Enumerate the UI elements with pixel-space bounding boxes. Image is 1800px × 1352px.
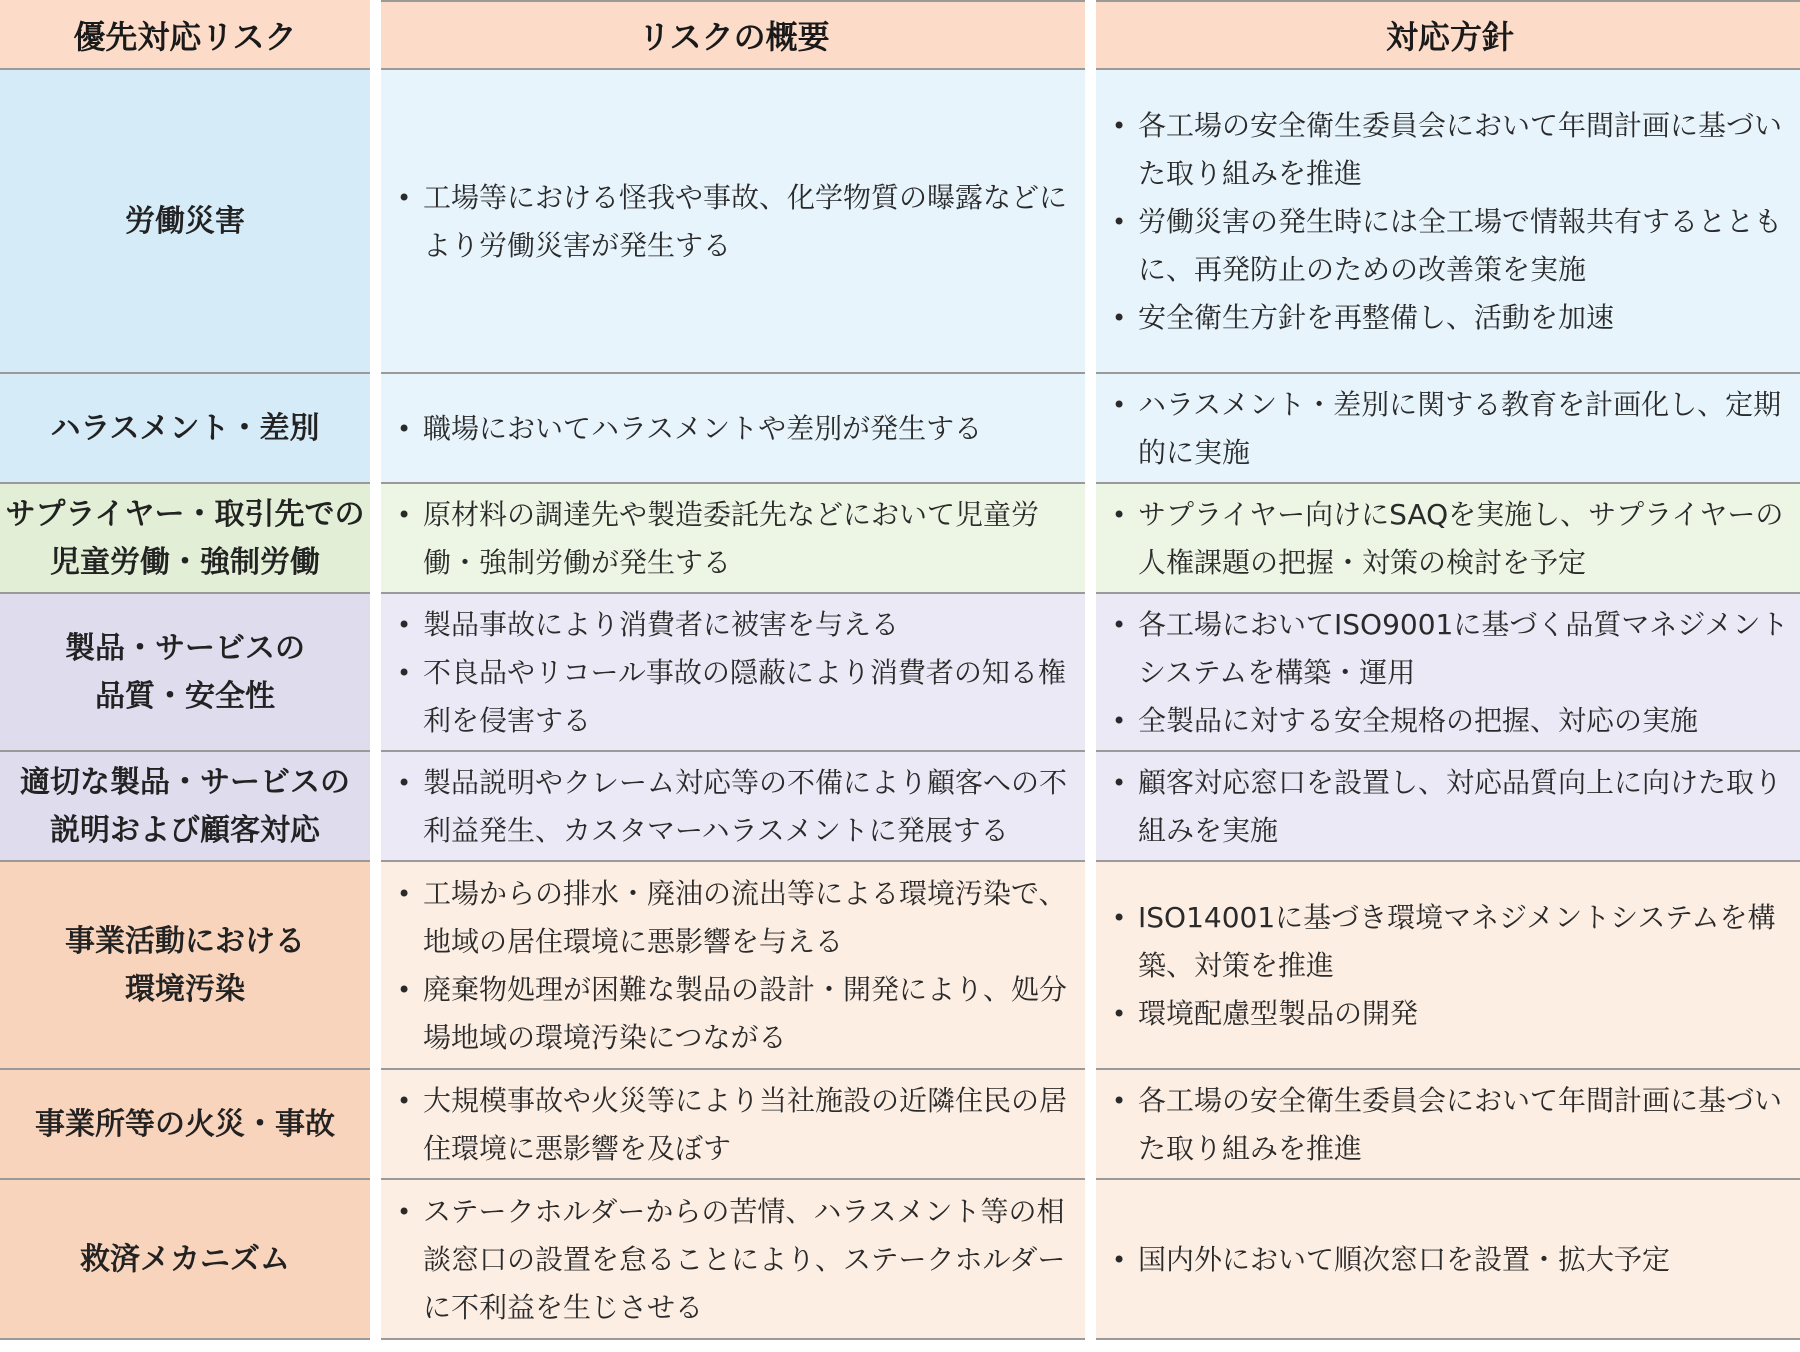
risk-policy-cell [1096, 374, 1800, 484]
list-item: • 各工場においてISO9001に基づく品質マネジメントシステムを構築・運用 [1108, 601, 1792, 697]
risk-policy-cell [1096, 1070, 1800, 1180]
bullet-icon: • [397, 880, 412, 908]
list-item: • 工場等における怪我や事故、化学物質の曝露などにより労働災害が発生する [393, 174, 1075, 270]
bullet-icon: • [1112, 1000, 1127, 1028]
overview-list [393, 1077, 1075, 1173]
overview-list [393, 759, 1075, 855]
risk-overview-cell [381, 484, 1085, 594]
bullet-icon: • [1112, 208, 1127, 236]
risk-label: 製品・サービスの 品質・安全性 [65, 631, 305, 714]
overview-list [393, 870, 1075, 1062]
bullet-icon: • [397, 415, 412, 443]
risk-label: ハラスメント・差別 [50, 411, 320, 446]
bullet-icon: • [1112, 769, 1127, 797]
list-item: • 製品説明やクレーム対応等の不備により顧客への不利益発生、カスタマーハラスメントに発展する [393, 759, 1075, 855]
policy-list [1108, 491, 1792, 587]
risk-overview-cell [381, 594, 1085, 752]
bullet-icon: • [397, 976, 412, 1004]
list-item: • 安全衛生方針を再整備し、活動を加速 [1108, 294, 1792, 342]
bullet-icon: • [397, 501, 412, 529]
list-item: • 全製品に対する安全規格の把握、対応の実施 [1108, 697, 1792, 745]
table-row [0, 1180, 1800, 1340]
bullet-icon: • [397, 659, 412, 687]
risk-label-cell [0, 484, 370, 594]
list-item: • 各工場の安全衛生委員会において年間計画に基づいた取り組みを推進 [1108, 1077, 1792, 1173]
risk-label-cell [0, 862, 370, 1070]
bullet-icon: • [1112, 1087, 1127, 1115]
table-row [0, 1070, 1800, 1180]
list-item: • ハラスメント・差別に関する教育を計画化し、定期的に実施 [1108, 381, 1792, 477]
list-item: • 不良品やリコール事故の隠蔽により消費者の知る権利を侵害する [393, 649, 1075, 745]
bullet-icon: • [1112, 611, 1127, 639]
list-item: • サプライヤー向けにSAQを実施し、サプライヤーの人権課題の把握・対策の検討を予定 [1108, 491, 1792, 587]
header-cell-priority-risk [0, 0, 370, 70]
bullet-icon: • [1112, 112, 1127, 140]
overview-list [393, 1188, 1075, 1332]
table-row [0, 484, 1800, 594]
risk-policy-cell [1096, 752, 1800, 862]
table-row [0, 594, 1800, 752]
risk-label-cell [0, 70, 370, 374]
risk-label: 救済メカニズム [80, 1242, 290, 1277]
risk-policy-cell [1096, 594, 1800, 752]
header-cell-overview [381, 0, 1085, 70]
risk-overview-cell [381, 862, 1085, 1070]
table-header [0, 0, 1800, 70]
table-row [0, 752, 1800, 862]
risk-label: 事業活動における 環境汚染 [65, 924, 305, 1007]
list-item: • 労働災害の発生時には全工場で情報共有するとともに、再発防止のための改善策を実施 [1108, 198, 1792, 294]
risk-overview-cell [381, 70, 1085, 374]
bullet-icon: • [397, 611, 412, 639]
list-item: • ISO14001に基づき環境マネジメントシステムを構築、対策を推進 [1108, 894, 1792, 990]
list-item: • 環境配慮型製品の開発 [1108, 990, 1792, 1038]
list-item: • ステークホルダーからの苦情、ハラスメント等の相談窓口の設置を怠ることにより、ステークホルダーに不利益を生じさせる [393, 1188, 1075, 1332]
table-row [0, 70, 1800, 374]
overview-list [393, 405, 1075, 453]
list-item: • 各工場の安全衛生委員会において年間計画に基づいた取り組みを推進 [1108, 102, 1792, 198]
bullet-icon: • [1112, 1246, 1127, 1274]
risk-overview-cell [381, 1070, 1085, 1180]
risk-label-cell [0, 1180, 370, 1340]
risk-label-cell [0, 374, 370, 484]
policy-list [1108, 1077, 1792, 1173]
risk-label: 労働災害 [125, 204, 245, 239]
list-item: • 廃棄物処理が困難な製品の設計・開発により、処分場地域の環境汚染につながる [393, 966, 1075, 1062]
risk-label-cell [0, 1070, 370, 1180]
risk-label: 適切な製品・サービスの 説明および顧客対応 [20, 765, 350, 848]
overview-list [393, 601, 1075, 745]
policy-list [1108, 1236, 1792, 1284]
header-text: リスクの概要 [638, 18, 830, 56]
policy-list [1108, 381, 1792, 477]
risk-overview-cell [381, 752, 1085, 862]
risk-label-cell [0, 752, 370, 862]
bullet-icon: • [1112, 904, 1127, 932]
overview-list [393, 491, 1075, 587]
risk-label-cell [0, 594, 370, 752]
list-item: • 工場からの排水・廃油の流出等による環境汚染で、地域の居住環境に悪影響を与える [393, 870, 1075, 966]
risk-overview-cell [381, 1180, 1085, 1340]
risk-policy-cell [1096, 70, 1800, 374]
bullet-icon: • [1112, 501, 1127, 529]
policy-list [1108, 601, 1792, 745]
risk-label: 事業所等の火災・事故 [35, 1107, 335, 1142]
list-item: • 大規模事故や火災等により当社施設の近隣住民の居住環境に悪影響を及ぼす [393, 1077, 1075, 1173]
header-text: 優先対応リスク [73, 18, 297, 56]
bullet-icon: • [397, 769, 412, 797]
bullet-icon: • [397, 1198, 412, 1226]
table-row [0, 374, 1800, 484]
header-text: 対応方針 [1385, 18, 1514, 56]
risk-policy-cell [1096, 484, 1800, 594]
table-row [0, 862, 1800, 1070]
policy-list [1108, 102, 1792, 342]
list-item: • 原材料の調達先や製造委託先などにおいて児童労働・強制労働が発生する [393, 491, 1075, 587]
risk-policy-cell [1096, 862, 1800, 1070]
bullet-icon: • [1112, 707, 1127, 735]
bullet-icon: • [1112, 391, 1127, 419]
overview-list [393, 174, 1075, 270]
bullet-icon: • [397, 184, 412, 212]
policy-list [1108, 894, 1792, 1038]
bullet-icon: • [397, 1087, 412, 1115]
list-item: • 顧客対応窓口を設置し、対応品質向上に向けた取り組みを実施 [1108, 759, 1792, 855]
list-item: • 製品事故により消費者に被害を与える [393, 601, 1075, 649]
list-item: • 職場においてハラスメントや差別が発生する [393, 405, 1075, 453]
risk-label: サプライヤー・取引先での 児童労働・強制労働 [5, 497, 365, 580]
risk-overview-cell [381, 374, 1085, 484]
list-item: • 国内外において順次窓口を設置・拡大予定 [1108, 1236, 1792, 1284]
bullet-icon: • [1112, 304, 1127, 332]
policy-list [1108, 759, 1792, 855]
risk-policy-cell [1096, 1180, 1800, 1340]
header-cell-policy [1096, 0, 1800, 70]
